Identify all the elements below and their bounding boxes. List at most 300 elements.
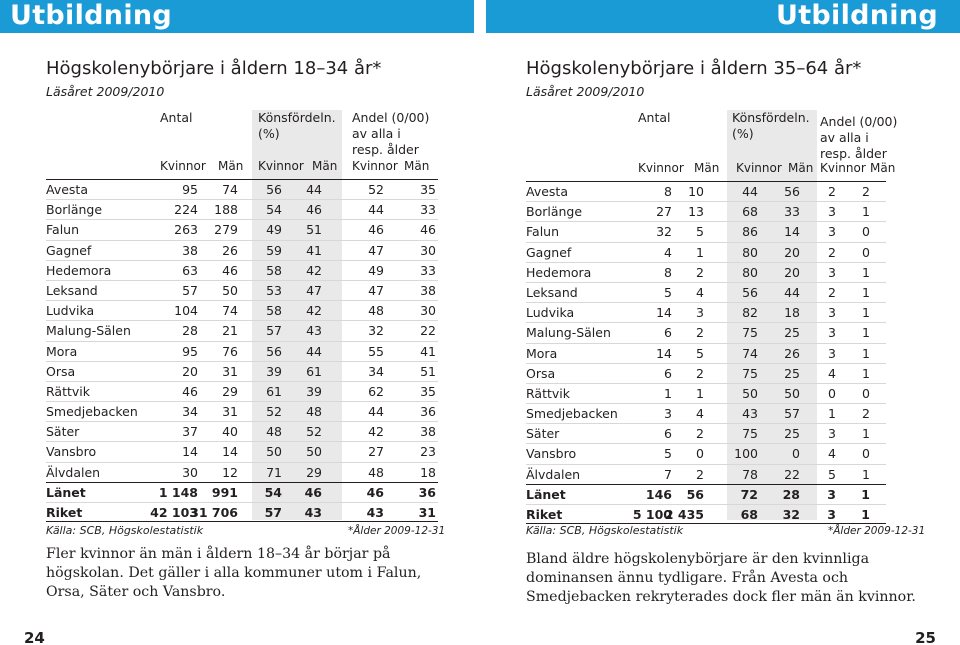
table-cell: 14 [656, 345, 672, 361]
table-cell: 57 [182, 282, 198, 298]
table-cell: 54 [266, 202, 282, 218]
table-cell: 51 [420, 363, 436, 379]
table-cell: 31 706 [190, 505, 238, 520]
table-cell: 100 [734, 446, 758, 462]
row-label: Säter [526, 426, 560, 442]
table-cell: 75 [742, 426, 758, 442]
table-cell: 30 [420, 242, 436, 258]
table-cell: 43 [306, 323, 322, 339]
header-konsfordeln-2: (%) [258, 126, 280, 141]
table-cell: 58 [266, 262, 282, 278]
source-note: Källa: SCB, Högskolestatistik [46, 524, 204, 537]
header-konsfordeln-1: Könsfördeln. [258, 110, 336, 125]
table-cell: 44 [784, 284, 800, 300]
row-label: Smedjebacken [46, 404, 138, 420]
age-note: *Ålder 2009-12-31 [828, 525, 926, 537]
table-cell: 33 [784, 204, 800, 220]
table-cell: 2 [862, 406, 870, 422]
banner-title-left: Utbildning [10, 0, 173, 31]
table-cell: 1 [862, 466, 870, 482]
table-cell: 2 [696, 426, 704, 442]
table-row [526, 363, 886, 383]
table-row [526, 464, 886, 484]
table-cell: 32 [656, 224, 672, 240]
table-cell: 72 [740, 486, 758, 502]
table-cell: 86 [742, 224, 758, 240]
table-cell: 14 [784, 224, 800, 240]
table-cell: 104 [174, 303, 198, 319]
table-cell: 59 [266, 242, 282, 258]
table-cell: 51 [306, 222, 322, 238]
table-cell: 56 [266, 182, 282, 197]
table-cell: 29 [222, 383, 238, 399]
table-cell: 68 [742, 204, 758, 220]
table-row [46, 179, 438, 199]
table-cell: 2 [828, 244, 836, 260]
table-row [526, 221, 886, 241]
header-kvinnor: Kvinnor [160, 159, 206, 173]
header-andel-3: resp. ålder [820, 146, 887, 161]
header-andel-2: av alla i [820, 130, 869, 145]
page-number: 25 [915, 629, 936, 645]
table-cell: 23 [420, 444, 436, 460]
table-cell: 57 [266, 323, 282, 339]
table-row [526, 242, 886, 262]
table-cell: 41 [420, 343, 436, 359]
table-cell: 20 [784, 244, 800, 260]
table-cell: 44 [368, 404, 384, 420]
table-row [526, 423, 886, 443]
total-row [46, 482, 438, 502]
table-cell: 52 [368, 182, 384, 197]
table-cell: 3 [827, 486, 836, 502]
table-cell: 22 [420, 323, 436, 339]
table-cell: 8 [664, 184, 672, 199]
banner-title-right: Utbildning [775, 0, 938, 31]
table-cell: 47 [306, 282, 322, 298]
body-text: Fler kvinnor än män i åldern 18–34 år börjar på högskolan. Det gäller i alla kommuner utom i Falun, Orsa, Säter och Vansbro. [46, 546, 422, 600]
row-label: Vansbro [46, 444, 97, 460]
table-cell: 25 [784, 426, 800, 442]
table-cell: 48 [266, 424, 282, 440]
header-kvinnor: Kvinnor [352, 159, 398, 173]
table-cell: 224 [174, 202, 198, 218]
table-cell: 1 [862, 426, 870, 442]
header-man: Män [870, 161, 896, 175]
table-cell: 46 [182, 383, 198, 399]
table-cell: 44 [742, 184, 758, 199]
table-cell: 57 [264, 505, 282, 520]
table-cell: 52 [306, 424, 322, 440]
table-cell: 42 [306, 262, 322, 278]
table-cell: 46 [304, 484, 322, 500]
table-cell: 61 [266, 383, 282, 399]
table-cell: 12 [222, 464, 238, 480]
table-cell: 36 [420, 404, 436, 420]
table-cell: 48 [368, 464, 384, 480]
table-heading [46, 58, 381, 80]
table-row [526, 262, 886, 282]
table-cell: 50 [222, 282, 238, 298]
table-cell: 1 [828, 406, 836, 422]
table-cell: 68 [740, 507, 758, 522]
row-label: Smedjebacken [526, 406, 618, 422]
table-cell: 75 [742, 325, 758, 341]
row-label: Orsa [526, 365, 556, 381]
header-konsfordeln-1: Könsfördeln. [732, 110, 810, 125]
table-cell: 58 [266, 303, 282, 319]
table-cell: 0 [828, 385, 836, 401]
table-cell: 5 [696, 224, 704, 240]
table-cell: 5 100 [632, 507, 672, 522]
table-cell: 35 [420, 383, 436, 399]
table-cell: 74 [742, 345, 758, 361]
table-row [46, 320, 438, 340]
table-cell: 1 [861, 507, 870, 522]
table-cell: 0 [696, 446, 704, 462]
table-cell: 20 [784, 264, 800, 280]
table-cell: 43 [742, 406, 758, 422]
table-cell: 39 [306, 383, 322, 399]
heading-mark: * [852, 58, 862, 79]
table-cell: 14 [182, 444, 198, 460]
table-cell: 2 [696, 365, 704, 381]
table-cell: 27 [368, 444, 384, 460]
row-label: Hedemora [526, 264, 592, 280]
table-cell: 13 [688, 204, 704, 220]
table-row [526, 302, 886, 322]
row-label: Älvdalen [46, 464, 101, 480]
table-cell: 3 [828, 204, 836, 220]
table-row [526, 383, 886, 403]
table-cell: 30 [420, 303, 436, 319]
header-andel-2: av alla i [352, 126, 401, 141]
table-cell: 3 [696, 305, 704, 321]
heading-text: Högskolenybörjare i åldern 35–64 år [526, 58, 853, 79]
header-man: Män [312, 159, 338, 173]
row-label: Mora [46, 343, 78, 359]
table-cell: 63 [182, 262, 198, 278]
table-cell: 2 [828, 284, 836, 300]
table-cell: 28 [782, 486, 800, 502]
row-label: Riket [46, 505, 83, 520]
table-cell: 2 [696, 264, 704, 280]
table-cell: 62 [368, 383, 384, 399]
row-label: Mora [526, 345, 558, 361]
table-row [46, 462, 438, 482]
row-label: Borlänge [46, 202, 103, 218]
table-cell: 53 [266, 282, 282, 298]
table-cell: 57 [784, 406, 800, 422]
table-cell: 46 [366, 484, 384, 500]
row-label: Leksand [46, 282, 98, 298]
table-cell: 50 [784, 385, 800, 401]
table-cell: 47 [368, 282, 384, 298]
row-label: Gagnef [526, 244, 572, 260]
table-cell: 37 [182, 424, 198, 440]
table-cell: 50 [266, 444, 282, 460]
table-cell: 1 [696, 244, 704, 260]
heading-text: Högskolenybörjare i åldern 18–34 år [46, 58, 373, 79]
table-row [46, 341, 438, 361]
table-cell: 30 [182, 464, 198, 480]
table-cell: 71 [266, 464, 282, 480]
table-cell: 3 [828, 345, 836, 361]
table-cell: 0 [862, 244, 870, 260]
table-cell: 26 [784, 345, 800, 361]
heading-mark: * [372, 58, 382, 79]
table-cell: 1 [664, 385, 672, 401]
table-cell: 34 [182, 404, 198, 420]
table-cell: 38 [182, 242, 198, 258]
table-body [46, 179, 438, 522]
table-cell: 21 [222, 323, 238, 339]
header-antal: Antal [160, 110, 193, 125]
header-man: Män [788, 161, 814, 175]
row-label: Avesta [526, 184, 568, 199]
header-antal: Antal [638, 110, 671, 125]
table-row [526, 443, 886, 463]
table-row [46, 300, 438, 320]
table-cell: 0 [862, 446, 870, 462]
table-row [46, 260, 438, 280]
table-cell: 46 [306, 202, 322, 218]
table-cell: 61 [306, 363, 322, 379]
header-andel-1: Andel (0/00) [820, 114, 898, 129]
table-cell: 18 [784, 305, 800, 321]
table-cell: 46 [222, 262, 238, 278]
table-row [46, 381, 438, 401]
table-cell: 2 [696, 325, 704, 341]
table-cell: 49 [266, 222, 282, 238]
row-label: Länet [526, 486, 566, 502]
table-row [526, 403, 886, 423]
row-label: Vansbro [526, 446, 577, 462]
table-cell: 43 [366, 505, 384, 520]
table-cell: 1 [862, 325, 870, 341]
row-label: Riket [526, 507, 563, 522]
table-heading [526, 58, 861, 80]
table-cell: 50 [306, 444, 322, 460]
table-cell: 3 [664, 406, 672, 422]
row-label: Ludvika [526, 305, 575, 321]
table-cell: 42 [368, 424, 384, 440]
table-cell: 52 [266, 404, 282, 420]
table-cell: 22 [784, 466, 800, 482]
row-label: Hedemora [46, 262, 112, 278]
table-cell: 80 [742, 244, 758, 260]
row-label: Älvdalen [526, 466, 581, 482]
table-cell: 35 [420, 182, 436, 197]
header-kvinnor: Kvinnor [736, 161, 782, 175]
table-cell: 188 [214, 202, 238, 218]
table-cell: 44 [306, 182, 322, 197]
row-label: Falun [46, 222, 80, 238]
table-row [46, 280, 438, 300]
table-cell: 18 [420, 464, 436, 480]
table-cell: 42 [306, 303, 322, 319]
table-cell: 44 [306, 343, 322, 359]
table-cell: 1 [862, 284, 870, 300]
row-label: Borlänge [526, 204, 583, 220]
table-cell: 31 [222, 363, 238, 379]
table-cell: 3 [828, 264, 836, 280]
table-cell: 2 [862, 184, 870, 199]
table-cell: 6 [664, 426, 672, 442]
table-cell: 43 [304, 505, 322, 520]
stats-table [46, 110, 438, 520]
table-row [46, 240, 438, 260]
table-row [526, 343, 886, 363]
header-man: Män [694, 161, 720, 175]
table-row [46, 421, 438, 441]
table-subheading: Läsåret 2009/2010 [526, 84, 645, 99]
table-cell: 46 [420, 222, 436, 238]
table-cell: 78 [742, 466, 758, 482]
row-label: Säter [46, 424, 80, 440]
table-cell: 42 103 [150, 505, 198, 520]
table-cell: 36 [418, 484, 436, 500]
table-cell: 20 [182, 363, 198, 379]
row-label: Rättvik [526, 385, 570, 401]
table-cell: 263 [174, 222, 198, 238]
page-number: 24 [24, 629, 45, 645]
table-cell: 25 [784, 365, 800, 381]
table-cell: 4 [828, 365, 836, 381]
header-andel-1: Andel (0/00) [352, 110, 430, 125]
table-cell: 3 [828, 224, 836, 240]
table-cell: 76 [222, 343, 238, 359]
table-body [526, 181, 886, 524]
table-cell: 48 [368, 303, 384, 319]
table-cell: 5 [696, 345, 704, 361]
table-cell: 74 [222, 303, 238, 319]
table-row [526, 201, 886, 221]
table-cell: 4 [696, 284, 704, 300]
table-cell: 32 [368, 323, 384, 339]
table-cell: 95 [182, 182, 198, 197]
table-cell: 54 [264, 484, 282, 500]
table-cell: 41 [306, 242, 322, 258]
table-cell: 48 [306, 404, 322, 420]
table-row [46, 361, 438, 381]
table-cell: 6 [664, 365, 672, 381]
header-kvinnor: Kvinnor [258, 159, 304, 173]
table-cell: 0 [862, 385, 870, 401]
table-cell: 991 [211, 484, 238, 500]
table-cell: 38 [420, 424, 436, 440]
table-row [46, 401, 438, 421]
table-cell: 7 [664, 466, 672, 482]
stats-table [526, 110, 898, 522]
total-row [46, 502, 438, 522]
table-cell: 3 [828, 325, 836, 341]
total-row [526, 504, 886, 524]
row-label: Malung-Sälen [46, 323, 131, 339]
table-row [526, 282, 886, 302]
table-cell: 31 [222, 404, 238, 420]
table-cell: 279 [214, 222, 238, 238]
table-cell: 27 [656, 204, 672, 220]
header-man: Män [218, 159, 244, 173]
table-cell: 44 [368, 202, 384, 218]
table-cell: 5 [828, 466, 836, 482]
table-cell: 14 [656, 305, 672, 321]
header-andel-3: resp. ålder [352, 142, 419, 157]
table-cell: 10 [688, 184, 704, 199]
table-cell: 49 [368, 262, 384, 278]
table-cell: 1 [862, 204, 870, 220]
table-cell: 82 [742, 305, 758, 321]
table-cell: 3 [828, 426, 836, 442]
table-row [46, 199, 438, 219]
row-label: Ludvika [46, 303, 95, 319]
table-cell: 25 [784, 325, 800, 341]
table-cell: 56 [742, 284, 758, 300]
header-konsfordeln-2: (%) [732, 126, 754, 141]
table-subheading: Läsåret 2009/2010 [46, 84, 165, 99]
table-cell: 46 [368, 222, 384, 238]
row-label: Avesta [46, 182, 88, 197]
table-cell: 33 [420, 262, 436, 278]
table-cell: 40 [222, 424, 238, 440]
table-cell: 55 [368, 343, 384, 359]
table-cell: 1 [862, 305, 870, 321]
row-label: Gagnef [46, 242, 92, 258]
table-cell: 29 [306, 464, 322, 480]
table-cell: 28 [182, 323, 198, 339]
table-cell: 50 [742, 385, 758, 401]
table-cell: 5 [664, 284, 672, 300]
table-cell: 33 [420, 202, 436, 218]
table-cell: 80 [742, 264, 758, 280]
table-row [526, 181, 886, 201]
row-label: Rättvik [46, 383, 90, 399]
page-right [486, 0, 960, 645]
table-cell: 56 [784, 184, 800, 199]
table-cell: 47 [368, 242, 384, 258]
table-cell: 3 [827, 507, 836, 522]
row-label: Leksand [526, 284, 578, 300]
table-cell: 31 [418, 505, 436, 520]
row-label: Länet [46, 484, 86, 500]
table-cell: 1 [696, 385, 704, 401]
header-kvinnor: Kvinnor [638, 161, 684, 175]
row-label: Falun [526, 224, 560, 240]
page-left [0, 0, 474, 645]
source-note: Källa: SCB, Högskolestatistik [526, 524, 684, 537]
table-cell: 4 [664, 244, 672, 260]
table-cell: 1 [862, 365, 870, 381]
table-cell: 5 [664, 446, 672, 462]
table-row [46, 219, 438, 239]
total-row [526, 484, 886, 504]
header-kvinnor: Kvinnor [820, 161, 866, 175]
table-cell: 2 435 [664, 507, 704, 522]
table-row [526, 322, 886, 342]
table-cell: 34 [368, 363, 384, 379]
body-text: Bland äldre högskolenybörjare är den kvinnliga dominansen ännu tydligare. Från Avesta och Smedjebacken rekryterades dock fler män än kvinnor. [526, 551, 916, 605]
table-cell: 95 [182, 343, 198, 359]
table-cell: 38 [420, 282, 436, 298]
table-cell: 0 [792, 446, 800, 462]
table-cell: 56 [266, 343, 282, 359]
table-cell: 2 [828, 184, 836, 199]
table-cell: 146 [645, 486, 672, 502]
table-cell: 8 [664, 264, 672, 280]
table-cell: 1 [862, 264, 870, 280]
table-cell: 1 148 [158, 484, 198, 500]
